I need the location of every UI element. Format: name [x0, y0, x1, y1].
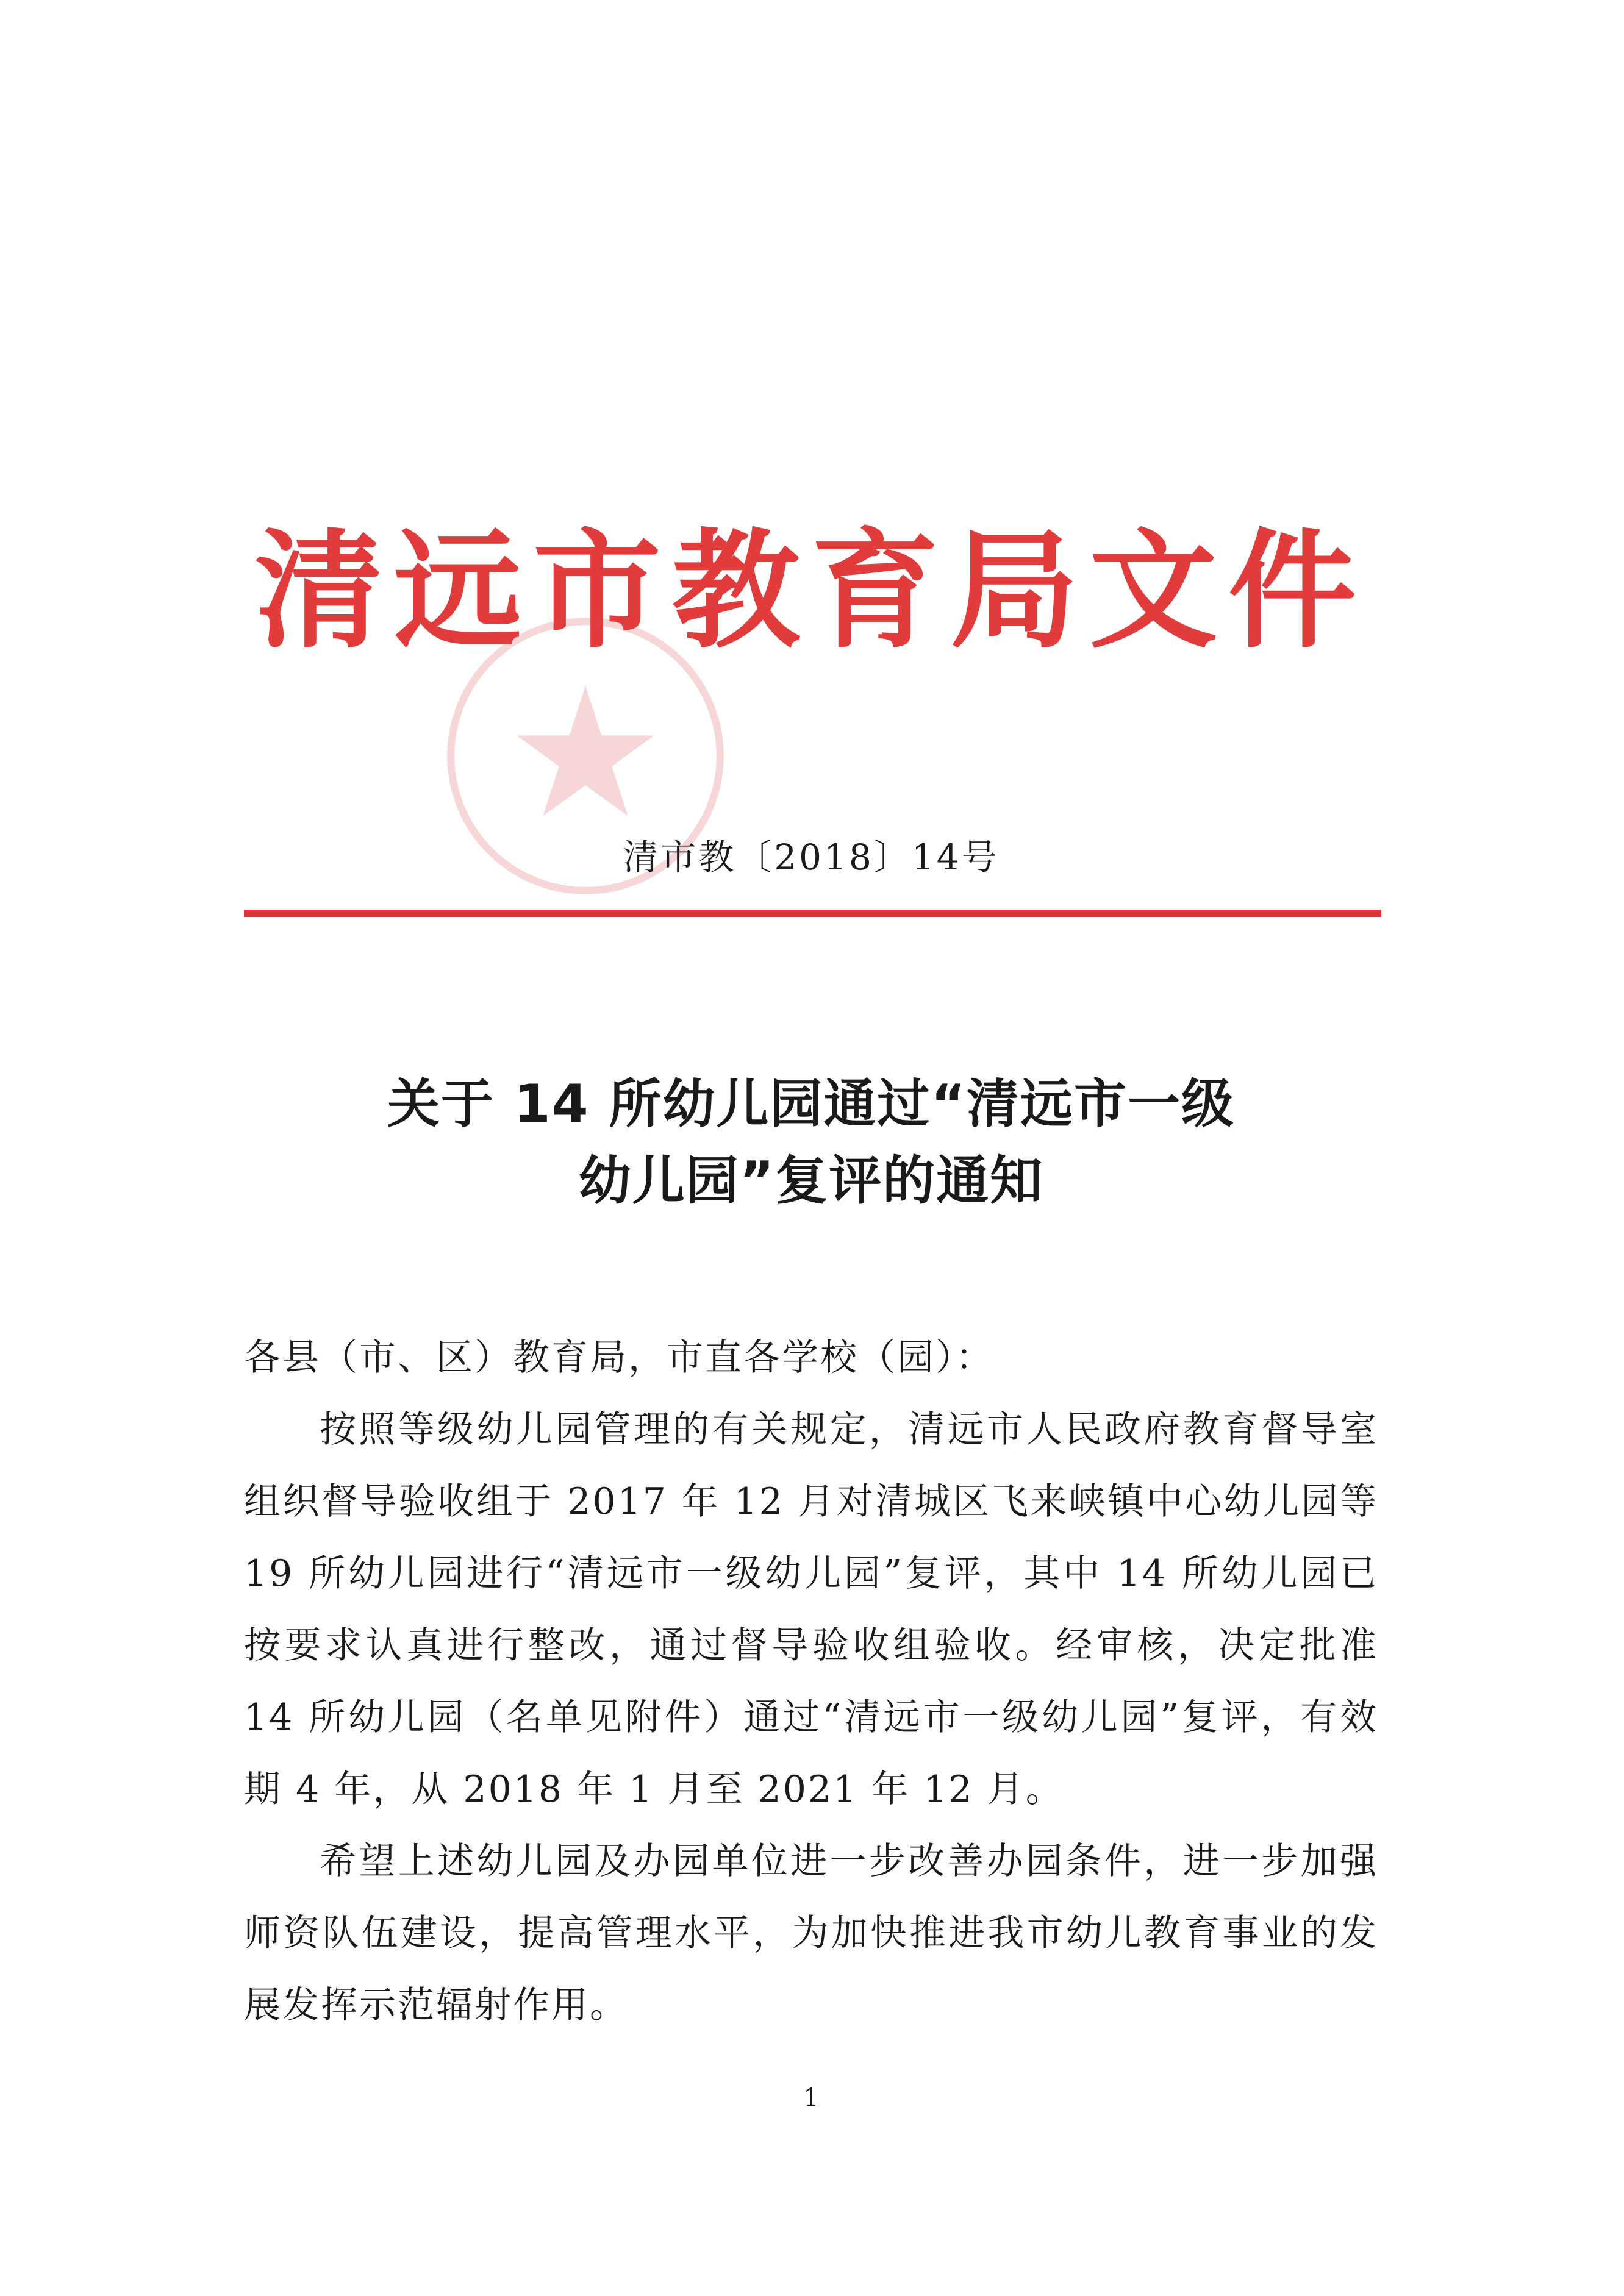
red-divider-line — [244, 910, 1381, 917]
masthead-title: 清远市教育局文件 — [254, 516, 1367, 666]
title-line-2: 幼儿园”复评的通知 — [578, 1150, 1044, 1211]
document-number: 清市教〔2018〕14号 — [623, 836, 1000, 878]
title-line-1: 关于 14 所幼儿园通过“清远市一级 — [387, 1074, 1236, 1135]
salutation: 各县（市、区）教育局，市直各学校（园）： — [244, 1336, 994, 1379]
body-paragraph-2: 希望上述幼儿园及办园单位进一步改善办园条件，进一步加强师资队伍建设，提高管理水平，为加快推进我市幼儿教育事业的发展发挥示范辐射作用。 — [244, 1840, 1378, 2027]
page-number: 1 — [803, 2084, 819, 2112]
document-body — [244, 1322, 1378, 2041]
document-title — [244, 1066, 1378, 1219]
body-paragraph-1: 按照等级幼儿园管理的有关规定，清远市人民政府教育督导室组织督导验收组于 2017 年 12 月对清城区飞来峡镇中心幼儿园等 19 所幼儿园进行“清远市一级幼儿园”复评，其中 14 所幼儿园已按要求认真进行整改，通过督导验收组验收。经审核，决定批准 14 所幼儿园（名单见附件）通过“清远市一级幼儿园”复评，有效期 4 年，从 2018 年 1 月至 2021 年 12 月。 — [244, 1408, 1378, 1811]
